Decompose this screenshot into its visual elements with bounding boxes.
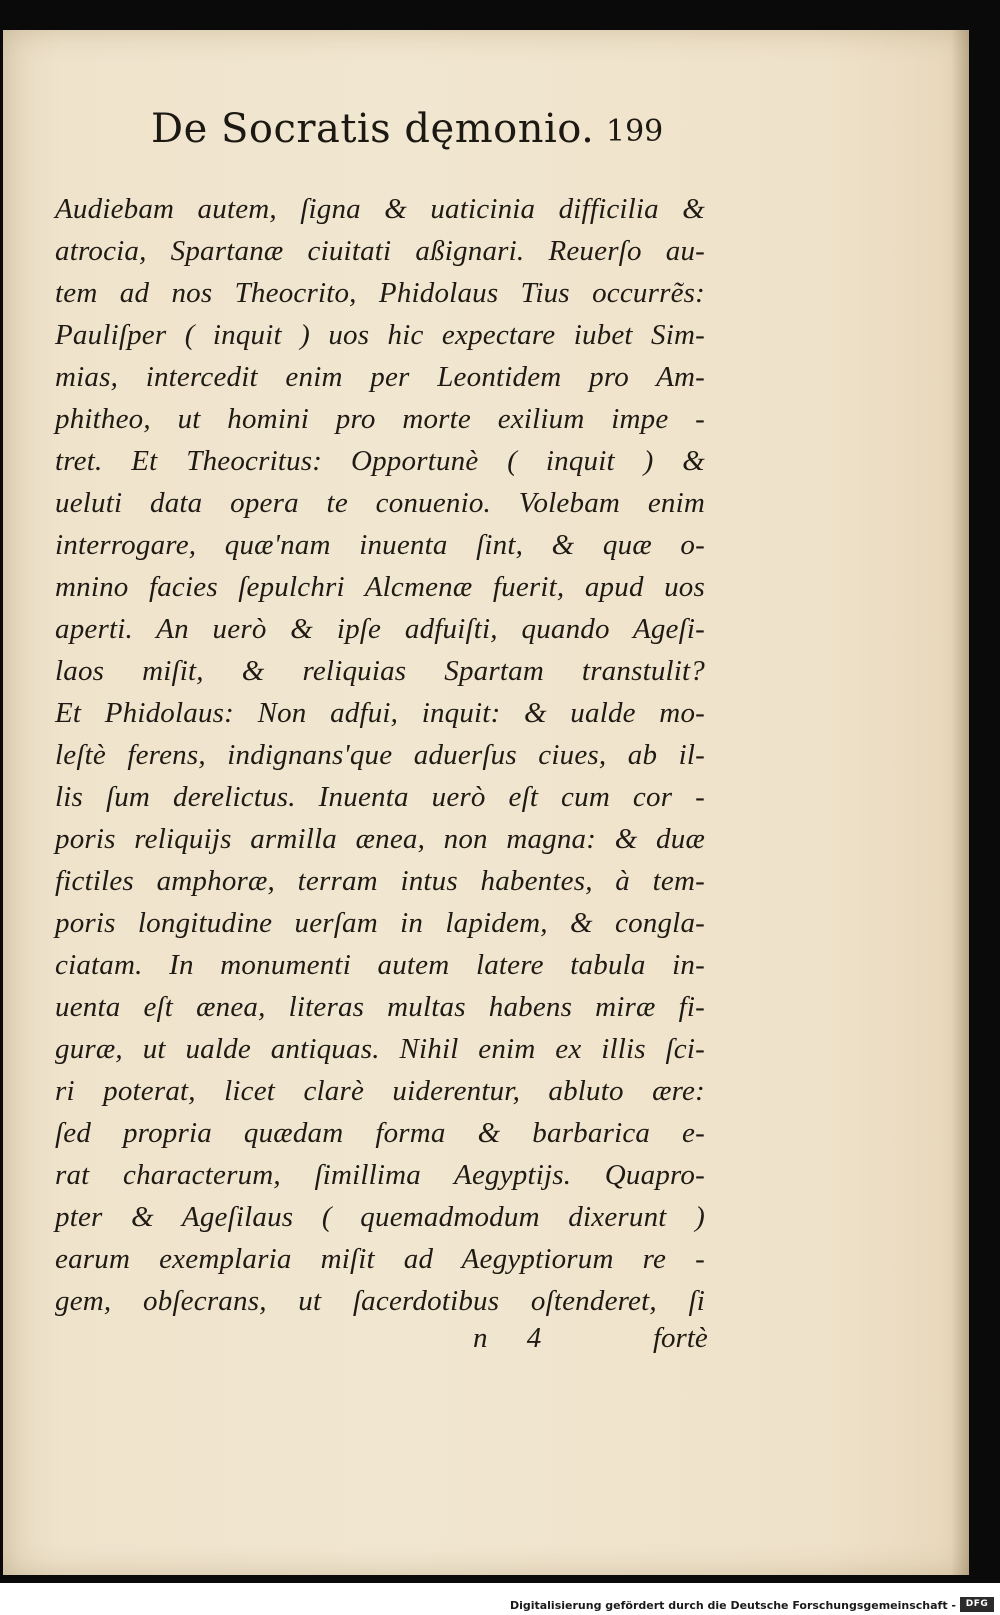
text-line: earum exemplaria miſit ad Aegyptiorum re - <box>55 1243 705 1275</box>
text-line: uenta eſt ænea, literas multas habens miræ fi- <box>55 991 705 1023</box>
text-line: poris longitudine uerſam in lapidem, & congla- <box>55 907 705 939</box>
text-line: phitheo, ut homini pro morte exilium impe - <box>55 403 705 435</box>
book-page <box>3 30 969 1575</box>
text-line: ueluti data opera te conuenio. Volebam enim <box>55 487 705 519</box>
text-line: ciatam. In monumenti autem latere tabula in- <box>55 949 705 981</box>
body-text <box>55 188 705 1322</box>
text-line: Pauliſper ( inquit ) uos hic expectare iubet Sim- <box>55 319 705 351</box>
text-line: aperti. An uerò & ipſe adfuiſti, quando Ageſi- <box>55 613 705 645</box>
text-line: lis ſum derelictus. Inuenta uerò eſt cum cor - <box>55 781 705 813</box>
page-footer <box>473 1322 713 1362</box>
text-line: interrogare, quæ'nam inuenta ſint, & quæ o- <box>55 529 705 561</box>
page-edge-shadow <box>951 30 969 1575</box>
running-title: De Socratis dęmonio. <box>151 106 595 152</box>
text-line: guræ, ut ualde antiquas. Nihil enim ex illis ſci- <box>55 1033 705 1065</box>
text-line: fictiles amphoræ, terram intus habentes, à tem- <box>55 865 705 897</box>
credit-bar <box>0 1583 1000 1615</box>
text-line: atrocia, Spartanæ ciuitati aßignari. Reuerſo au- <box>55 235 705 267</box>
signature-mark: n 4 <box>473 1322 558 1354</box>
page-header <box>151 106 711 166</box>
page-number: 199 <box>606 114 664 149</box>
dfg-logo: DFG <box>960 1597 994 1612</box>
text-line: tem ad nos Theocrito, Phidolaus Tius occurrẽs: <box>55 277 705 309</box>
text-line: mnino facies ſepulchri Alcmenæ fuerit, apud uos <box>55 571 705 603</box>
text-line: mias, intercedit enim per Leontidem pro Am- <box>55 361 705 393</box>
text-line: rat characterum, ſimillima Aegyptijs. Quapro- <box>55 1159 705 1191</box>
text-line: poris reliquijs armilla ænea, non magna: & duæ <box>55 823 705 855</box>
text-line: Audiebam autem, ſigna & uaticinia difficilia & <box>55 193 705 225</box>
text-line: ſed propria quædam forma & barbarica e- <box>55 1117 705 1149</box>
text-line: laos miſit, & reliquias Spartam transtulit? <box>55 655 705 687</box>
text-line: pter & Ageſilaus ( quemadmodum dixerunt ) <box>55 1201 705 1233</box>
text-line: gem, obſecrans, ut ſacerdotibus oſtenderet, ſi <box>55 1285 705 1317</box>
text-line: Et Phidolaus: Non adfui, inquit: & ualde mo- <box>55 697 705 729</box>
text-line: ri poterat, licet clarè uiderentur, abluto ære: <box>55 1075 705 1107</box>
text-line: tret. Et Theocritus: Opportunè ( inquit ) & <box>55 445 705 477</box>
text-line: leſtè ferens, indignans'que aduerſus ciues, ab il- <box>55 739 705 771</box>
catchword: fortè <box>653 1322 708 1354</box>
credit-text: Digitalisierung gefördert durch die Deutsche Forschungsgemeinschaft - <box>509 1599 956 1612</box>
